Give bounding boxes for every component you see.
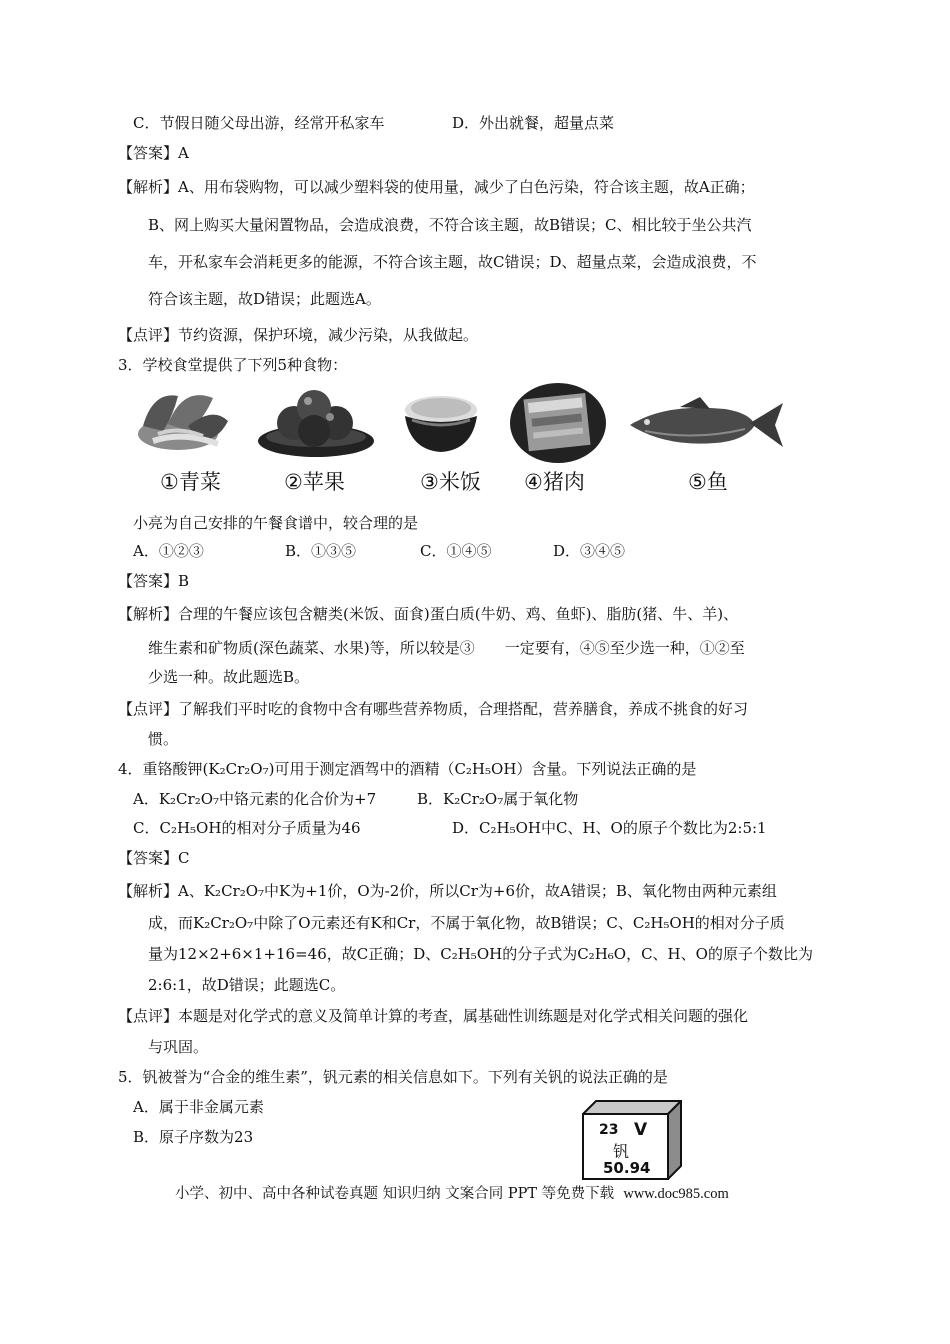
q4-analysis-line-1 [118, 881, 777, 901]
element-number: 23 [599, 1122, 619, 1138]
comment-text: 了解我们平时吃的食物中含有哪些营养物质，合理搭配，营养膳食，养成不挑食的好习 [178, 700, 749, 718]
comment-tag: 【点评】 [118, 1007, 179, 1025]
q4-answer [118, 848, 190, 868]
q3-stem: 3．学校食堂提供了下列5种食物： [118, 356, 348, 374]
q3-option-d: D．③④⑤ [553, 542, 626, 560]
answer-tag: 【答案】 [118, 144, 179, 162]
q3-option-c: C．①④⑤ [420, 542, 492, 560]
comment-tag: 【点评】 [118, 326, 179, 344]
q3-analysis-line-1 [118, 604, 738, 624]
fish-image [625, 395, 785, 455]
comment-text: 节约资源，保护环境，减少污染，从我做起。 [178, 326, 479, 344]
q4-option-b: B．K₂Cr₂O₇属于氧化物 [417, 790, 579, 808]
pork-image [508, 382, 608, 464]
q3-comment-line-2: 惯。 [148, 730, 179, 748]
q4-option-d: D．C₂H₅OH中C、H、O的原子个数比为2:5:1 [452, 819, 767, 837]
q4-option-a: A．K₂Cr₂O₇中铬元素的化合价为+7 [133, 790, 377, 808]
answer-value: C [178, 849, 190, 867]
apple-plate-image [256, 385, 376, 460]
food-label-4: ④猪肉 [524, 470, 585, 494]
q4-analysis-line-4: 2:6:1，故D错误；此题选C。 [148, 976, 346, 994]
q2-analysis-line-3: 车，开私家车会消耗更多的能源，不符合该主题，故C错误；D、超量点菜，会造成浪费，不 [148, 253, 757, 271]
q2-option-c: C．节假日随父母出游，经常开私家车 [133, 114, 385, 132]
food-label-1: ①青菜 [160, 470, 221, 494]
element-card [582, 1100, 682, 1180]
analysis-tag: 【解析】 [118, 882, 179, 900]
comment-tag: 【点评】 [118, 700, 179, 718]
q3-option-b: B．①③⑤ [285, 542, 357, 560]
q2-analysis-line-4: 符合该主题，故D错误；此题选A。 [148, 290, 381, 308]
q2-analysis-line-2: B、网上购买大量闲置物品，会造成浪费，不符合该主题，故B错误；C、相比较于坐公共汽 [148, 216, 752, 234]
footer-url[interactable]: www.doc985.com [623, 1186, 729, 1202]
q3-question: 小亮为自己安排的午餐食谱中，较合理的是 [133, 514, 419, 532]
element-mass: 50.94 [603, 1159, 651, 1177]
answer-value: B [178, 572, 190, 590]
answer-value: A [178, 144, 189, 162]
q4-option-c: C．C₂H₅OH的相对分子质量为46 [133, 819, 361, 837]
bok-choy-image [133, 386, 233, 456]
q5-option-a: A．属于非金属元素 [133, 1098, 264, 1116]
q2-analysis-line-1 [118, 177, 755, 197]
q4-comment-line-2: 与巩固。 [148, 1038, 209, 1056]
analysis-tag: 【解析】 [118, 178, 179, 196]
q2-answer [118, 143, 189, 163]
q3-comment-line-1 [118, 699, 748, 719]
element-symbol: V [634, 1120, 648, 1140]
q4-comment-line-1 [118, 1006, 748, 1026]
q3-option-a: A．①②③ [133, 542, 204, 560]
comment-text: 本题是对化学式的意义及简单计算的考查，属基础性训练题是对化学式相关问题的强化 [178, 1007, 749, 1025]
analysis-text: A、K₂Cr₂O₇中K为+1价，O为-2价，所以Cr为+6价，故A错误；B、氧化物由两种元素组 [178, 882, 777, 900]
q5-option-b: B．原子序数为23 [133, 1128, 254, 1146]
element-name: 钒 [613, 1142, 630, 1161]
analysis-tag: 【解析】 [118, 605, 179, 623]
q2-option-d: D．外出就餐，超量点菜 [452, 114, 615, 132]
q5-stem: 5．钒被誉为“合金的维生素”，钒元素的相关信息如下。下列有关钒的说法正确的是 [118, 1068, 668, 1086]
q3-analysis-line-3: 少选一种。故此题选B。 [148, 668, 310, 686]
q3-analysis-line-2: 维生素和矿物质(深色蔬菜、水果)等，所以较是③ 一定要有，④⑤至少选一种，①②至 [148, 639, 745, 657]
answer-tag: 【答案】 [118, 572, 179, 590]
q4-analysis-line-3: 量为12×2+6×1+16=46，故C正确；D、C₂H₅OH的分子式为C₂H₆O，C、H、O的原子个数比为 [148, 945, 813, 963]
q4-analysis-line-2: 成，而K₂Cr₂O₇中除了O元素还有K和Cr，不属于氧化物，故B错误；C、C₂H₅OH的相对分子质 [148, 914, 785, 932]
analysis-text: A、用布袋购物，可以减少塑料袋的使用量，减少了白色污染，符合该主题，故A正确； [178, 178, 755, 196]
food-label-3: ③米饭 [420, 470, 481, 494]
q3-answer [118, 571, 189, 591]
food-label-2: ②苹果 [284, 470, 345, 494]
answer-tag: 【答案】 [118, 849, 179, 867]
q4-stem: 4．重铬酸钾(K₂Cr₂O₇)可用于测定酒驾中的酒精（C₂H₅OH）含量。下列说法正确的是 [118, 760, 697, 778]
analysis-text: 合理的午餐应该包含糖类(米饭、面食)蛋白质(牛奶、鸡、鱼虾)、脂肪(猪、牛、羊)、 [178, 605, 739, 623]
q2-comment [118, 325, 478, 345]
rice-bowl-image [400, 388, 482, 458]
footer [175, 1182, 729, 1203]
footer-text: 小学、初中、高中各种试卷真题 知识归纳 文案合同 PPT 等免费下载 [175, 1186, 615, 1202]
food-label-5: ⑤鱼 [688, 470, 728, 494]
